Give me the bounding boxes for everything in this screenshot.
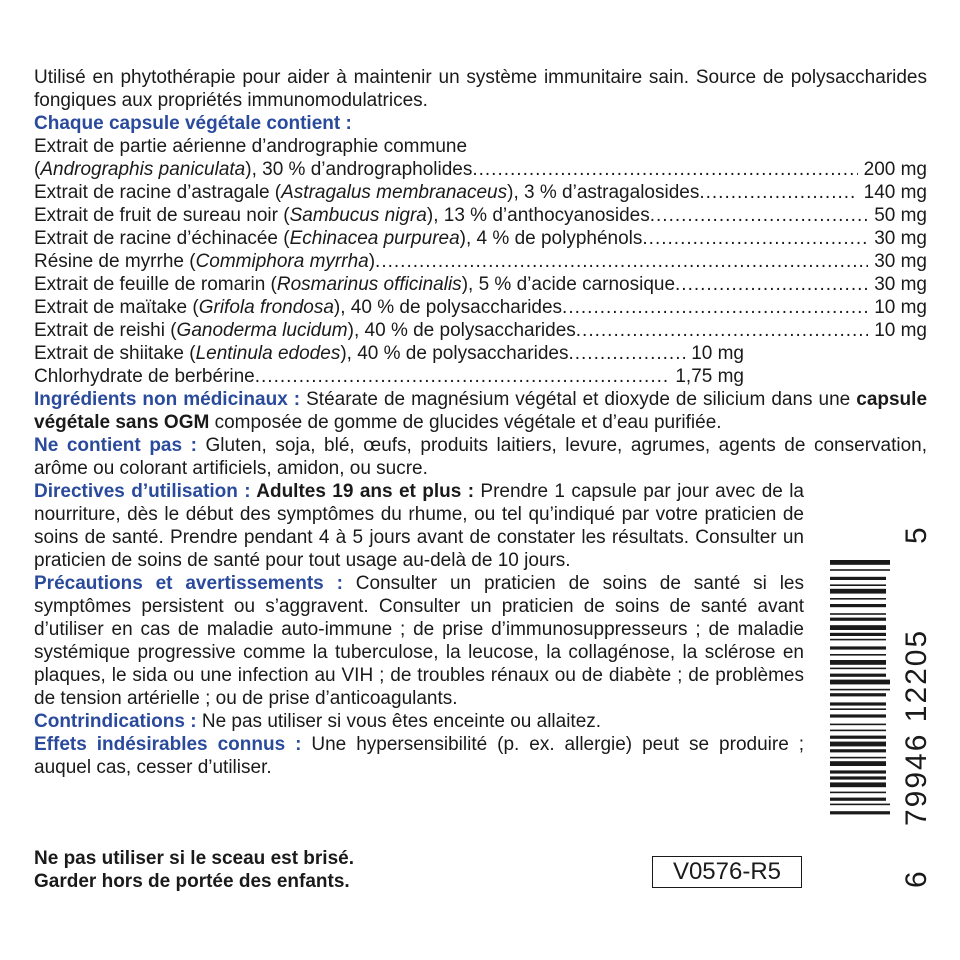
ingredient-amount: 30 mg bbox=[874, 251, 927, 272]
ingredient-amount: 10 mg bbox=[874, 320, 927, 341]
intro-paragraph: Utilisé en phytothérapie pour aider à maintenir un système immunitaire sain. Source de polysaccharides fongiques aux propriétés immunomodulatrices. bbox=[34, 67, 927, 111]
ingredient-row bbox=[34, 365, 744, 388]
ingredient-row bbox=[34, 319, 927, 342]
adverse-text: Une hypersensibilité (p. ex. allergie) peut se produire ; auquel cas, cesser d’utiliser. bbox=[34, 734, 804, 778]
ingredient-name: Chlorhydrate de berbérine bbox=[34, 366, 255, 387]
adverse-section bbox=[34, 733, 804, 779]
upc-middle-digits: 79946 12205 bbox=[900, 628, 933, 826]
directions-heading: Directives d’utilisation : bbox=[34, 481, 251, 502]
contraindications-section bbox=[34, 710, 804, 733]
ingredient-name: Extrait de reishi (Ganoderma lucidum), 40 % de polysaccharides bbox=[34, 320, 576, 341]
ingredient-amount: 140 mg bbox=[863, 182, 927, 203]
ingredient-row bbox=[34, 227, 927, 250]
non-medicinal-section bbox=[34, 388, 927, 434]
ingredient-amount: 50 mg bbox=[874, 205, 927, 226]
ingredient-name: (Andrographis paniculata), 30 % d’andrographolides bbox=[34, 159, 473, 180]
leader-dots bbox=[472, 158, 857, 181]
directions-column bbox=[34, 388, 927, 779]
ingredient-name: Résine de myrrhe (Commiphora myrrha) bbox=[34, 251, 376, 272]
ingredient-amount: 30 mg bbox=[874, 274, 927, 295]
leader-dots bbox=[375, 250, 868, 273]
free-of-heading: Ne contient pas : bbox=[34, 435, 197, 456]
leader-dots bbox=[650, 204, 868, 227]
ingredient-amount: 10 mg bbox=[874, 297, 927, 318]
ingredient-row bbox=[34, 342, 744, 365]
contraindications-heading: Contrindications : bbox=[34, 711, 197, 732]
capsule-heading: Chaque capsule végétale contient : bbox=[34, 113, 352, 134]
ingredient-row bbox=[34, 250, 927, 273]
ingredient-name: Extrait de shiitake (Lentinula edodes), 40 % de polysaccharides bbox=[34, 343, 569, 364]
leader-dots bbox=[675, 273, 868, 296]
contraindications-text: Ne pas utiliser si vous êtes enceinte ou allaitez. bbox=[196, 711, 602, 732]
ingredient-first-line: Extrait de partie aérienne d’andrographie commune bbox=[34, 136, 468, 157]
ingredient-name: Extrait de fruit de sureau noir (Sambucus nigra), 13 % d’anthocyanosides bbox=[34, 205, 650, 226]
precautions-text: Consulter un praticien de soins de santé si les symptômes persistent ou s’aggravent. Consulter un praticien de soins de santé avant d’utiliser en cas de maladie auto-immune ; de prise d’immunosuppresseurs ; de maladie systémique progressive comme la tuberculose, la leucose, la collagénose, la sclérose en plaques, le sida ou une infection au VIH ; de troubles rénaux ou de diabète ; de problèmes de tension artérielle ; ou de prise d’anticoagulants. bbox=[34, 573, 804, 709]
adverse-heading: Effets indésirables connus : bbox=[34, 734, 302, 755]
ingredient-amount: 30 mg bbox=[874, 228, 927, 249]
non-medicinal-bold: capsule végétale sans OGM bbox=[34, 389, 928, 433]
ingredient-amount: 10 mg bbox=[691, 343, 744, 364]
ingredient-name: Extrait de maïtake (Grifola frondosa), 40 % de polysaccharides bbox=[34, 297, 563, 318]
ingredient-list bbox=[34, 158, 927, 388]
leader-dots bbox=[576, 319, 868, 342]
directions-section bbox=[34, 480, 804, 572]
precautions-heading: Précautions et avertissements : bbox=[34, 573, 343, 594]
ingredient-row bbox=[34, 204, 927, 227]
non-medicinal-text1: Stéarate de magnésium végétal et dioxyde de silicium dans une bbox=[300, 389, 857, 410]
free-of-section bbox=[34, 434, 927, 480]
seal-warning: Ne pas utiliser si le sceau est brisé. bbox=[34, 848, 354, 869]
ingredient-name: Extrait de racine d’astragale (Astragalus membranaceus), 3 % d’astragalosides bbox=[34, 182, 700, 203]
leader-dots bbox=[642, 227, 868, 250]
non-medicinal-heading: Ingrédients non médicinaux : bbox=[34, 389, 301, 410]
product-label-text bbox=[34, 66, 927, 779]
ingredient-row bbox=[34, 296, 927, 319]
directions-bold: Adultes 19 ans et plus : bbox=[250, 481, 475, 502]
ingredient-row bbox=[34, 181, 927, 204]
ingredient-row bbox=[34, 158, 927, 181]
warnings bbox=[34, 847, 354, 893]
free-of-text: Gluten, soja, blé, œufs, produits laitiers, levure, agrumes, agents de conservation, arôme ou colorant artificiels, amidon, ou sucre. bbox=[34, 435, 928, 479]
ingredient-name: Extrait de racine d’échinacée (Echinacea purpurea), 4 % de polyphénols bbox=[34, 228, 643, 249]
precautions-section bbox=[34, 572, 804, 710]
barcode-bars bbox=[830, 520, 890, 890]
children-warning: Garder hors de portée des enfants. bbox=[34, 871, 350, 892]
leader-dots bbox=[562, 296, 868, 319]
upc-number bbox=[900, 508, 934, 888]
leader-dots bbox=[699, 181, 857, 204]
ingredient-name: Extrait de feuille de romarin (Rosmarinus officinalis), 5 % d’acide carnosique bbox=[34, 274, 676, 295]
ingredient-row bbox=[34, 273, 927, 296]
ingredient-amount: 200 mg bbox=[863, 159, 927, 180]
directions-text: Prendre 1 capsule par jour avec de la nourriture, dès le début des symptômes du rhume, ou tel qu’indiqué par votre praticien de soins de santé. Prendre pendant 4 à 5 jours avant de constater les résultats. Consulter un praticien de soins de santé pour tout usage au-delà de 10 jours. bbox=[34, 481, 805, 571]
lot-code-box: V0576-R5 bbox=[652, 856, 802, 888]
leader-dots bbox=[255, 365, 670, 388]
upc-last-digit: 5 bbox=[900, 525, 933, 544]
upc-first-digit: 6 bbox=[900, 869, 933, 888]
leader-dots bbox=[568, 342, 685, 365]
non-medicinal-text2: composée de gomme de glucides végétale et d’eau purifiée. bbox=[209, 412, 722, 433]
ingredient-amount: 1,75 mg bbox=[675, 366, 744, 387]
